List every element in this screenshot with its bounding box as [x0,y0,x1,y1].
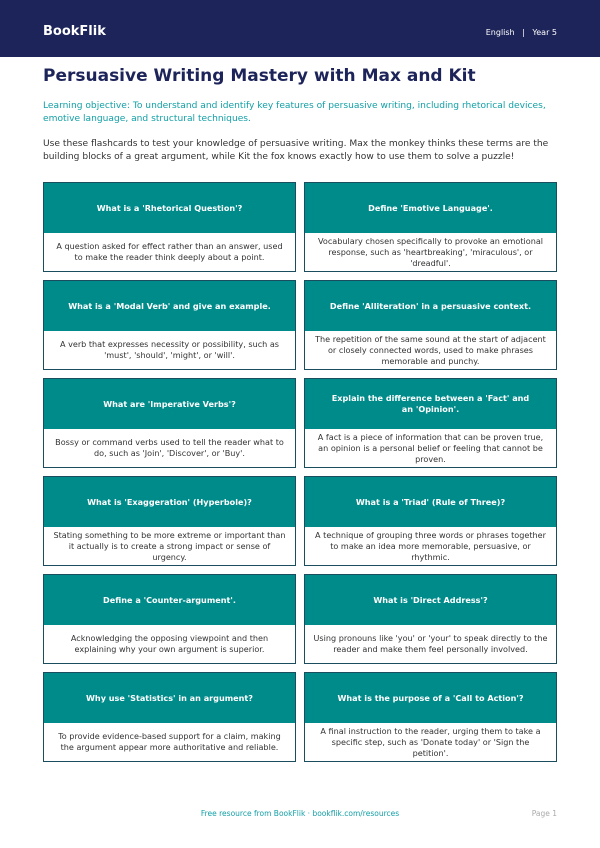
flashcard[interactable] [43,378,296,468]
flashcard-question: Define a 'Counter-argument'. [44,575,295,625]
flashcard-question: What is 'Direct Address'? [305,575,556,625]
flashcard-answer: Stating something to be more extreme or important than it actually is to create a strong impact or sense of urgency. [44,527,295,565]
page-title: Persuasive Writing Mastery with Max and Kit [43,66,476,86]
header-meta [486,28,557,37]
flashcard-answer: Using pronouns like 'you' or 'your' to speak directly to the reader and make them feel personally involved. [305,625,556,663]
flashcard-question: What is 'Exaggeration' (Hyperbole)? [44,477,295,527]
flashcard-question: Define 'Emotive Language'. [305,183,556,233]
flashcard-answer: Bossy or command verbs used to tell the reader what to do, such as 'Join', 'Discover', or 'Buy'. [44,429,295,467]
flashcard-question: Why use 'Statistics' in an argument? [44,673,295,723]
flashcard-question: What is a 'Rhetorical Question'? [44,183,295,233]
flashcard-question: Explain the difference between a 'Fact' and an 'Opinion'. [305,379,556,429]
flashcard-answer: Acknowledging the opposing viewpoint and then explaining why your own argument is superior. [44,625,295,663]
intro-text: Use these flashcards to test your knowledge of persuasive writing. Max the monkey thinks these terms are the building blocks of a great argument, while Kit the fox knows exactly how to use them to solve a puzzle! [43,139,549,162]
flashcard-question: What are 'Imperative Verbs'? [44,379,295,429]
flashcard-question: What is the purpose of a 'Call to Action'? [305,673,556,723]
flashcard-answer: A final instruction to the reader, urging them to take a specific step, such as 'Donate today' or 'Sign the petition'. [305,723,556,761]
learning-objective: Learning objective: To understand and identify key features of persuasive writing, including rhetorical devices, emotive language, and structural techniques. [43,101,546,124]
header-separator: | [522,28,525,37]
flashcard-answer: Vocabulary chosen specifically to provoke an emotional response, such as 'heartbreaking', 'miraculous', or 'dreadful'. [305,233,556,271]
flashcard[interactable] [43,476,296,566]
flashcard-question: What is a 'Modal Verb' and give an example. [44,281,295,331]
flashcard[interactable] [304,574,557,664]
flashcard-answer: A fact is a piece of information that can be proven true, an opinion is a personal belief or feeling that cannot be proven. [305,429,556,467]
flashcard-question: Define 'Alliteration' in a persuasive context. [305,281,556,331]
flashcard[interactable] [43,672,296,762]
brand-logo[interactable]: BookFlik [43,24,106,39]
page-number: Page 1 [531,809,557,818]
flashcard-answer: The repetition of the same sound at the start of adjacent or closely connected words, used to make phrases memorable and punchy. [305,331,556,369]
flashcard-answer: To provide evidence-based support for a claim, making the argument appear more authoritative and reliable. [44,723,295,761]
flashcard[interactable] [304,378,557,468]
flashcard-answer: A verb that expresses necessity or possibility, such as 'must', 'should', 'might', or 'will'. [44,331,295,369]
flashcard[interactable] [304,182,557,272]
footer-credit[interactable]: Free resource from BookFlik · bookflik.com/resources [200,809,400,818]
year-label: Year 5 [532,28,557,37]
flashcard-question: What is a 'Triad' (Rule of Three)? [305,477,556,527]
flashcard-grid [43,182,557,762]
flashcard[interactable] [43,574,296,664]
header-bar [0,0,600,57]
subject-label: English [485,28,515,37]
flashcard-answer: A question asked for effect rather than an answer, used to make the reader think deeply about a point. [44,233,295,271]
flashcard[interactable] [43,182,296,272]
flashcard[interactable] [304,280,557,370]
flashcard-answer: A technique of grouping three words or phrases together to make an idea more memorable, persuasive, or rhythmic. [305,527,556,565]
flashcard[interactable] [43,280,296,370]
flashcard[interactable] [304,672,557,762]
flashcard[interactable] [304,476,557,566]
